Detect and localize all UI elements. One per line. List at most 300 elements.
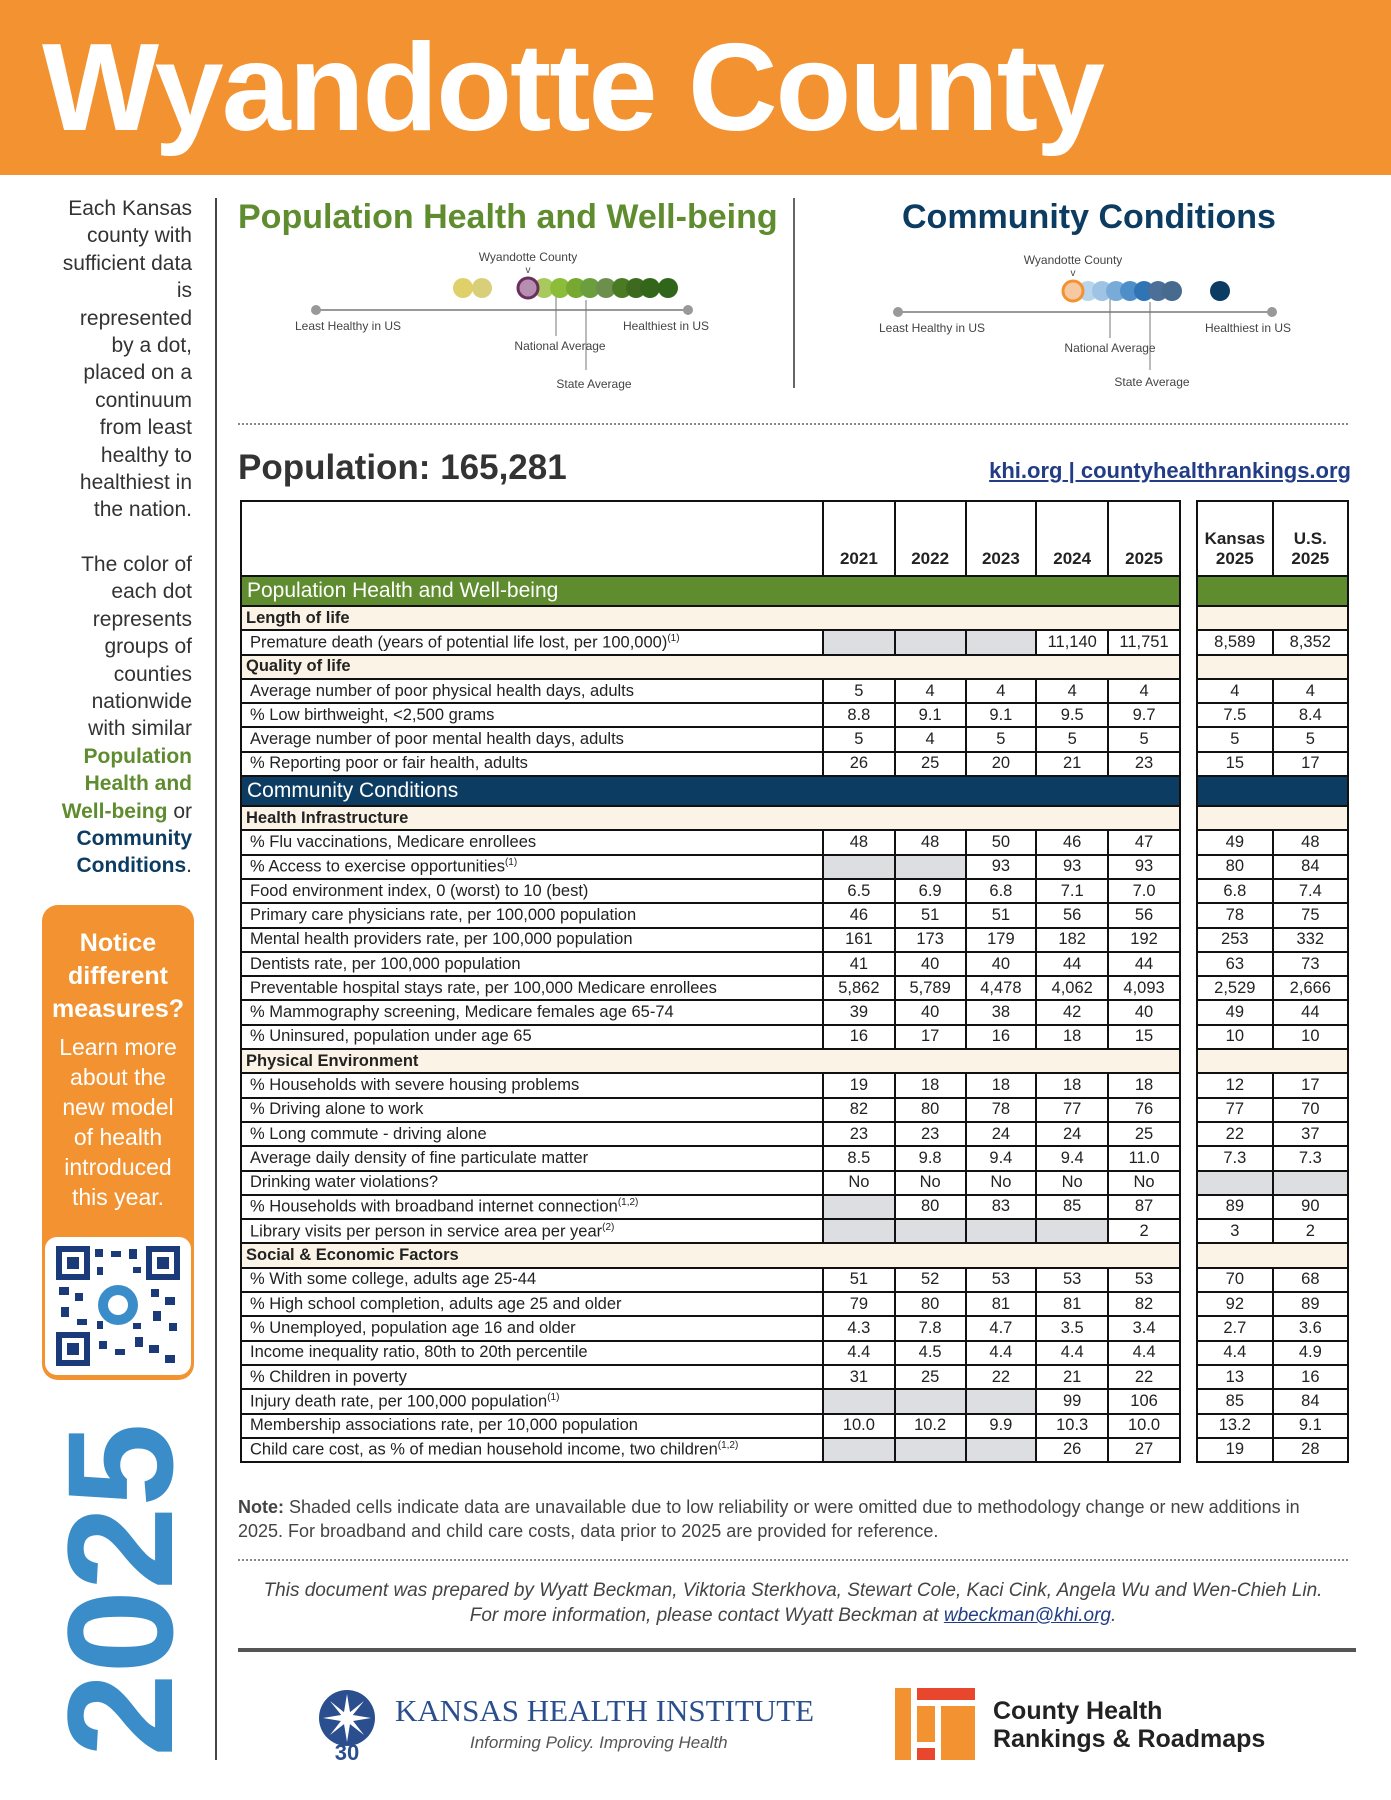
measure-name: Mental health providers rate, per 100,000 population — [241, 928, 823, 952]
value-cell: 24 — [1036, 1122, 1108, 1146]
sidebar-text-dots: Each Kansas county with sufficient data is represented by a dot, placed on a continuum from least healthy to healthiest in the nation. — [62, 197, 192, 522]
table-row — [1197, 1146, 1348, 1170]
table-row — [1197, 1389, 1348, 1413]
value-cell: 80 — [895, 1098, 966, 1122]
measure-name: % Children in poverty — [241, 1365, 823, 1389]
value-cell: 5 — [1273, 727, 1348, 751]
value-cell: 89 — [1197, 1195, 1273, 1219]
state-us-table — [1196, 500, 1349, 1463]
value-cell: 40 — [895, 1000, 966, 1024]
shaded-cell — [966, 630, 1037, 654]
measure-name: Preventable hospital stays rate, per 100,000 Medicare enrollees — [241, 976, 823, 1000]
value-cell: 76 — [1108, 1098, 1180, 1122]
value-cell: 9.1 — [895, 703, 966, 727]
value-cell: 4,062 — [1036, 976, 1108, 1000]
measure-name: % Unemployed, population age 16 and older — [241, 1316, 823, 1340]
value-cell: 79 — [823, 1292, 895, 1316]
value-cell: 4 — [1197, 679, 1273, 703]
measure-name: % Mammography screening, Medicare females age 65-74 — [241, 1000, 823, 1024]
footer-divider — [238, 1648, 1356, 1652]
footnote-marker: (1,2) — [717, 1440, 739, 1452]
value-cell: 4 — [895, 679, 966, 703]
shaded-cell — [895, 1389, 966, 1413]
value-cell: 8,352 — [1273, 630, 1348, 654]
table-row — [241, 976, 1180, 1000]
value-cell: 5 — [1197, 727, 1273, 751]
vertical-divider — [215, 198, 217, 1760]
value-cell: 48 — [1273, 830, 1348, 854]
value-cell: 106 — [1108, 1389, 1180, 1413]
value-cell: 25 — [895, 752, 966, 776]
value-cell: 22 — [1197, 1122, 1273, 1146]
measure-name: Average number of poor physical health days, adults — [241, 679, 823, 703]
national-average-label-cc: National Average — [1064, 341, 1156, 355]
value-cell: 4,478 — [966, 976, 1037, 1000]
value-cell: 9.4 — [966, 1146, 1037, 1170]
footnote-marker: (1) — [667, 632, 680, 644]
value-cell: 82 — [1108, 1292, 1180, 1316]
value-cell: 7.0 — [1108, 879, 1180, 903]
footnote-marker: (1) — [547, 1391, 560, 1403]
value-cell: 56 — [1108, 903, 1180, 927]
table-row — [241, 1122, 1180, 1146]
credit-text — [238, 1578, 1348, 1628]
section-band — [241, 576, 1180, 606]
value-cell: 6.8 — [1197, 879, 1273, 903]
value-cell: 10.0 — [823, 1414, 895, 1438]
subsection-row — [241, 1049, 1180, 1073]
value-cell: 10 — [1273, 1025, 1348, 1049]
table-row — [241, 830, 1180, 854]
year-header: 2023 — [966, 501, 1037, 576]
measure-name: % Long commute - driving alone — [241, 1122, 823, 1146]
band-label: Community Conditions — [241, 776, 1180, 806]
website-links[interactable]: khi.org | countyhealthrankings.org — [989, 458, 1351, 483]
measure-name: Primary care physicians rate, per 100,000 population — [241, 903, 823, 927]
table-row — [1197, 1000, 1348, 1024]
measure-name: Average daily density of fine particulate matter — [241, 1146, 823, 1170]
table-row — [241, 679, 1180, 703]
sidebar — [0, 195, 192, 880]
value-cell: 40 — [895, 952, 966, 976]
value-cell: 10.3 — [1036, 1414, 1108, 1438]
value-cell: 46 — [1036, 830, 1108, 854]
table-row — [1197, 1268, 1348, 1292]
value-cell: 3 — [1197, 1219, 1273, 1243]
table-row — [1197, 1292, 1348, 1316]
value-cell: 4 — [1108, 679, 1180, 703]
value-cell: 4.4 — [1036, 1341, 1108, 1365]
sidebar-pop-highlight: Population Health and Well-being — [61, 744, 192, 823]
value-cell: 56 — [1036, 903, 1108, 927]
note-label: Note: — [238, 1497, 284, 1517]
value-cell: 37 — [1273, 1122, 1348, 1146]
shaded-cell — [823, 1195, 895, 1219]
table-row — [1197, 727, 1348, 751]
value-cell: 7.3 — [1197, 1146, 1273, 1170]
value-cell: 9.8 — [895, 1146, 966, 1170]
value-cell: 78 — [1197, 903, 1273, 927]
credit-line-1: This document was prepared by Wyatt Beckman, Viktoria Sterkhova, Stewart Cole, Kaci Cink, Angela Wu and Wen-Chieh Lin. — [263, 1580, 1323, 1601]
measure-name: % Low birthweight, <2,500 grams — [241, 703, 823, 727]
value-cell: 50 — [966, 830, 1037, 854]
table-row — [1197, 1025, 1348, 1049]
table-row — [241, 1219, 1180, 1243]
value-cell: 11,751 — [1108, 630, 1180, 654]
value-cell: 93 — [1108, 855, 1180, 879]
subsection-row — [1197, 606, 1348, 630]
table-row — [1197, 1365, 1348, 1389]
us-header: U.S. 2025 — [1273, 501, 1348, 576]
contact-email-link[interactable]: wbeckman@khi.org — [943, 1605, 1111, 1626]
svg-text:v: v — [525, 265, 531, 276]
value-cell: 51 — [895, 903, 966, 927]
state-header-row — [1197, 501, 1348, 576]
value-cell: 80 — [1197, 855, 1273, 879]
subsection-label: Length of life — [241, 606, 1180, 630]
value-cell: 82 — [823, 1098, 895, 1122]
value-cell: 13.2 — [1197, 1414, 1273, 1438]
value-cell: 5 — [823, 727, 895, 751]
value-cell: 84 — [1273, 1389, 1348, 1413]
value-cell: 38 — [966, 1000, 1037, 1024]
value-cell: 80 — [895, 1195, 966, 1219]
table-row — [241, 1414, 1180, 1438]
value-cell: 42 — [1036, 1000, 1108, 1024]
value-cell: 87 — [1108, 1195, 1180, 1219]
value-cell: 8.5 — [823, 1146, 895, 1170]
value-cell: 8.8 — [823, 703, 895, 727]
value-cell: 6.9 — [895, 879, 966, 903]
table-row — [1197, 1122, 1348, 1146]
value-cell: 9.4 — [1036, 1146, 1108, 1170]
shaded-cell — [1273, 1171, 1348, 1195]
measure-name: % Access to exercise opportunities$^{(1)}$ — [241, 855, 823, 879]
section-band — [1197, 776, 1348, 806]
value-cell: 49 — [1197, 1000, 1273, 1024]
state-average-label-cc: State Average — [1114, 375, 1190, 389]
note-text: Shaded cells indicate data are unavailable due to low reliability or were omitted due to methodology change or new additions in 2025. For broadband and child care costs, data prior to 2025 are provided for reference. — [238, 1497, 1300, 1541]
value-cell: 173 — [895, 928, 966, 952]
value-cell: 5 — [823, 679, 895, 703]
value-cell: 9.1 — [1273, 1414, 1348, 1438]
measure-name: Average number of poor mental health days, adults — [241, 727, 823, 751]
value-cell: 25 — [1108, 1122, 1180, 1146]
value-cell: 52 — [895, 1268, 966, 1292]
subsection-label: Health Infrastructure — [241, 806, 1180, 830]
table-row — [1197, 1195, 1348, 1219]
value-cell: 10.0 — [1108, 1414, 1180, 1438]
shaded-cell — [966, 1219, 1037, 1243]
community-conditions-continuum — [820, 240, 1320, 400]
subsection-row — [241, 1243, 1180, 1267]
value-cell: 81 — [1036, 1292, 1108, 1316]
county-data-table — [240, 500, 1181, 1463]
value-cell: 21 — [1036, 1365, 1108, 1389]
value-cell: 23 — [1108, 752, 1180, 776]
subsection-row — [1197, 655, 1348, 679]
measure-name: Premature death (years of potential life lost, per 100,000)$^{(1)}$ — [241, 630, 823, 654]
subsection-row — [1197, 1243, 1348, 1267]
measure-name: Income inequality ratio, 80th to 20th percentile — [241, 1341, 823, 1365]
value-cell: 6.5 — [823, 879, 895, 903]
measure-name: Membership associations rate, per 10,000 population — [241, 1414, 823, 1438]
value-cell: 17 — [1273, 1073, 1348, 1097]
kansas-header: Kansas 2025 — [1197, 501, 1273, 576]
value-cell: 7.3 — [1273, 1146, 1348, 1170]
population-label: Population: 165,281 — [238, 448, 567, 487]
table-row — [1197, 679, 1348, 703]
value-cell: 253 — [1197, 928, 1273, 952]
year-text: 2025 — [36, 1423, 204, 1757]
shaded-cell — [895, 855, 966, 879]
table-row — [241, 952, 1180, 976]
value-cell: 51 — [823, 1268, 895, 1292]
value-cell: 19 — [823, 1073, 895, 1097]
healthiest-label: Healthiest in US — [622, 319, 710, 333]
svg-text:v: v — [1070, 268, 1076, 279]
state-average-label: State Average — [556, 377, 632, 391]
subsection-row — [241, 806, 1180, 830]
table-row — [241, 855, 1180, 879]
value-cell: 16 — [823, 1025, 895, 1049]
value-cell: 49 — [1197, 830, 1273, 854]
subsection-row — [1197, 1049, 1348, 1073]
shaded-cell — [966, 1389, 1037, 1413]
value-cell: 23 — [895, 1122, 966, 1146]
subsection-row — [241, 606, 1180, 630]
value-cell: 84 — [1273, 855, 1348, 879]
value-cell: 8.4 — [1273, 703, 1348, 727]
value-cell: 4 — [966, 679, 1037, 703]
table-row — [1197, 879, 1348, 903]
shaded-cell — [895, 1438, 966, 1462]
value-cell: 26 — [823, 752, 895, 776]
table-row — [1197, 1341, 1348, 1365]
table-row — [1197, 1316, 1348, 1340]
value-cell: 4.3 — [823, 1316, 895, 1340]
value-cell: 18 — [1036, 1025, 1108, 1049]
value-cell: 18 — [966, 1073, 1037, 1097]
national-average-label: National Average — [514, 339, 606, 353]
shaded-cell — [895, 1219, 966, 1243]
value-cell: 25 — [895, 1365, 966, 1389]
value-cell: 15 — [1108, 1025, 1180, 1049]
value-cell: 4 — [1273, 679, 1348, 703]
value-cell: 51 — [966, 903, 1037, 927]
table-row — [1197, 855, 1348, 879]
shaded-cell — [1197, 1171, 1273, 1195]
value-cell: 53 — [1108, 1268, 1180, 1292]
footnote-marker: (1) — [504, 857, 518, 869]
value-cell: 41 — [823, 952, 895, 976]
khi-name: KANSAS HEALTH INSTITUTE — [395, 1693, 815, 1728]
header-blank — [241, 501, 823, 576]
measure-name: % Households with severe housing problems — [241, 1073, 823, 1097]
pop-health-continuum — [238, 240, 738, 400]
value-cell: 70 — [1273, 1098, 1348, 1122]
value-cell: 48 — [823, 830, 895, 854]
value-cell: 39 — [823, 1000, 895, 1024]
qr-code-icon[interactable] — [43, 1235, 193, 1377]
value-cell: 40 — [966, 952, 1037, 976]
table-row — [241, 928, 1180, 952]
table-row — [241, 1195, 1180, 1219]
value-cell: 332 — [1273, 928, 1348, 952]
value-cell: 9.7 — [1108, 703, 1180, 727]
value-cell: 5 — [966, 727, 1037, 751]
value-cell: 18 — [895, 1073, 966, 1097]
table-row — [1197, 1098, 1348, 1122]
year-header: 2025 — [1108, 501, 1180, 576]
section-band — [1197, 576, 1348, 606]
value-cell: 16 — [966, 1025, 1037, 1049]
table-row — [241, 1000, 1180, 1024]
measure-name: Injury death rate, per 100,000 population$^{(1)}$ — [241, 1389, 823, 1413]
table-row — [241, 1389, 1180, 1413]
value-cell: 46 — [823, 903, 895, 927]
value-cell: 77 — [1197, 1098, 1273, 1122]
dotted-divider-bottom — [238, 1559, 1348, 1561]
value-cell: 85 — [1197, 1389, 1273, 1413]
table-row — [241, 1292, 1180, 1316]
value-cell: 4.4 — [1197, 1341, 1273, 1365]
value-cell: 21 — [1036, 752, 1108, 776]
year-vertical — [20, 1415, 220, 1765]
value-cell: No — [1036, 1171, 1108, 1195]
table-note — [238, 1495, 1348, 1543]
sidebar-cc-highlight: Community Conditions — [76, 826, 192, 878]
value-cell: 18 — [1036, 1073, 1108, 1097]
measure-name: % With some college, adults age 25-44 — [241, 1268, 823, 1292]
sidebar-text-colors — [0, 551, 192, 880]
value-cell: 47 — [1108, 830, 1180, 854]
value-cell: 4.9 — [1273, 1341, 1348, 1365]
value-cell: No — [895, 1171, 966, 1195]
subsection-label: Quality of life — [241, 655, 1180, 679]
sidebar-period: . — [186, 854, 192, 878]
value-cell: 17 — [1273, 752, 1348, 776]
chr-line-2: Rankings & Roadmaps — [993, 1725, 1266, 1753]
sidebar-or: or — [173, 799, 192, 823]
value-cell: 28 — [1273, 1438, 1348, 1462]
value-cell: 27 — [1108, 1438, 1180, 1462]
value-cell: 70 — [1197, 1268, 1273, 1292]
value-cell: 53 — [966, 1268, 1037, 1292]
subsection-row — [241, 655, 1180, 679]
value-cell: 4,093 — [1108, 976, 1180, 1000]
shaded-cell — [966, 1438, 1037, 1462]
subsection-row — [1197, 806, 1348, 830]
table-row — [1197, 1073, 1348, 1097]
section-divider — [793, 198, 795, 388]
table-row — [241, 630, 1180, 654]
value-cell: 89 — [1273, 1292, 1348, 1316]
table-row — [241, 1268, 1180, 1292]
table-row — [1197, 1219, 1348, 1243]
value-cell: 4.4 — [966, 1341, 1037, 1365]
shaded-cell — [823, 1219, 895, 1243]
value-cell: 44 — [1036, 952, 1108, 976]
value-cell: 7.1 — [1036, 879, 1108, 903]
year-header: 2021 — [823, 501, 895, 576]
header-banner — [0, 0, 1391, 175]
community-conditions-heading: Community Conditions — [902, 198, 1276, 236]
value-cell: 99 — [1036, 1389, 1108, 1413]
table-row — [241, 879, 1180, 903]
least-healthy-label-cc: Least Healthy in US — [878, 321, 986, 335]
measure-name: Dentists rate, per 100,000 population — [241, 952, 823, 976]
value-cell: 10 — [1197, 1025, 1273, 1049]
value-cell: 5 — [1108, 727, 1180, 751]
value-cell: 68 — [1273, 1268, 1348, 1292]
value-cell: 182 — [1036, 928, 1108, 952]
band-label: Population Health and Well-being — [241, 576, 1180, 606]
shaded-cell — [823, 630, 895, 654]
chr-logo-icon — [895, 1688, 975, 1760]
credit-line-2: For more information, please contact Wyatt Beckman at wbeckman@khi.org. — [469, 1605, 1117, 1626]
notice-heading: Notice different measures? — [51, 929, 185, 1023]
value-cell: 81 — [966, 1292, 1037, 1316]
value-cell: 92 — [1197, 1292, 1273, 1316]
measure-name: % Flu vaccinations, Medicare enrollees — [241, 830, 823, 854]
value-cell: 73 — [1273, 952, 1348, 976]
value-cell: 4.5 — [895, 1341, 966, 1365]
table-row — [1197, 1438, 1348, 1462]
value-cell: 10.2 — [895, 1414, 966, 1438]
value-cell: 19 — [1197, 1438, 1273, 1462]
value-cell: 20 — [966, 752, 1037, 776]
table-row — [241, 727, 1180, 751]
healthiest-label-cc: Healthiest in US — [1204, 321, 1292, 335]
table-row — [1197, 830, 1348, 854]
measure-name: Library visits per person in service area per year$^{(2)}$ — [241, 1219, 823, 1243]
value-cell: 4.7 — [966, 1316, 1037, 1340]
table-row — [241, 1341, 1180, 1365]
table-row — [1197, 952, 1348, 976]
khi-anniversary: 30 — [334, 1740, 360, 1762]
measure-name: Child care cost, as % of median household income, two children$^{(1,2)}$ — [241, 1438, 823, 1462]
table-row — [241, 1098, 1180, 1122]
table-row — [241, 1438, 1180, 1462]
value-cell: 16 — [1273, 1365, 1348, 1389]
county-dot-cc — [1063, 281, 1083, 301]
measure-name: % Uninsured, population under age 65 — [241, 1025, 823, 1049]
value-cell: 3.5 — [1036, 1316, 1108, 1340]
table-row — [241, 1073, 1180, 1097]
value-cell: 26 — [1036, 1438, 1108, 1462]
value-cell: 9.1 — [966, 703, 1037, 727]
value-cell: 22 — [966, 1365, 1037, 1389]
value-cell: 90 — [1273, 1195, 1348, 1219]
value-cell: 3.4 — [1108, 1316, 1180, 1340]
value-cell: 2,666 — [1273, 976, 1348, 1000]
measure-name: % Households with broadband internet connection$^{(1,2)}$ — [241, 1195, 823, 1219]
value-cell: 8,589 — [1197, 630, 1273, 654]
value-cell: 23 — [823, 1122, 895, 1146]
value-cell: 15 — [1197, 752, 1273, 776]
table-row — [1197, 976, 1348, 1000]
value-cell: 31 — [823, 1365, 895, 1389]
value-cell: 17 — [895, 1025, 966, 1049]
value-cell: 5 — [1036, 727, 1108, 751]
value-cell: 13 — [1197, 1365, 1273, 1389]
value-cell: 179 — [966, 928, 1037, 952]
value-cell: 63 — [1197, 952, 1273, 976]
table-row — [1197, 752, 1348, 776]
shaded-cell — [823, 1438, 895, 1462]
value-cell: 192 — [1108, 928, 1180, 952]
